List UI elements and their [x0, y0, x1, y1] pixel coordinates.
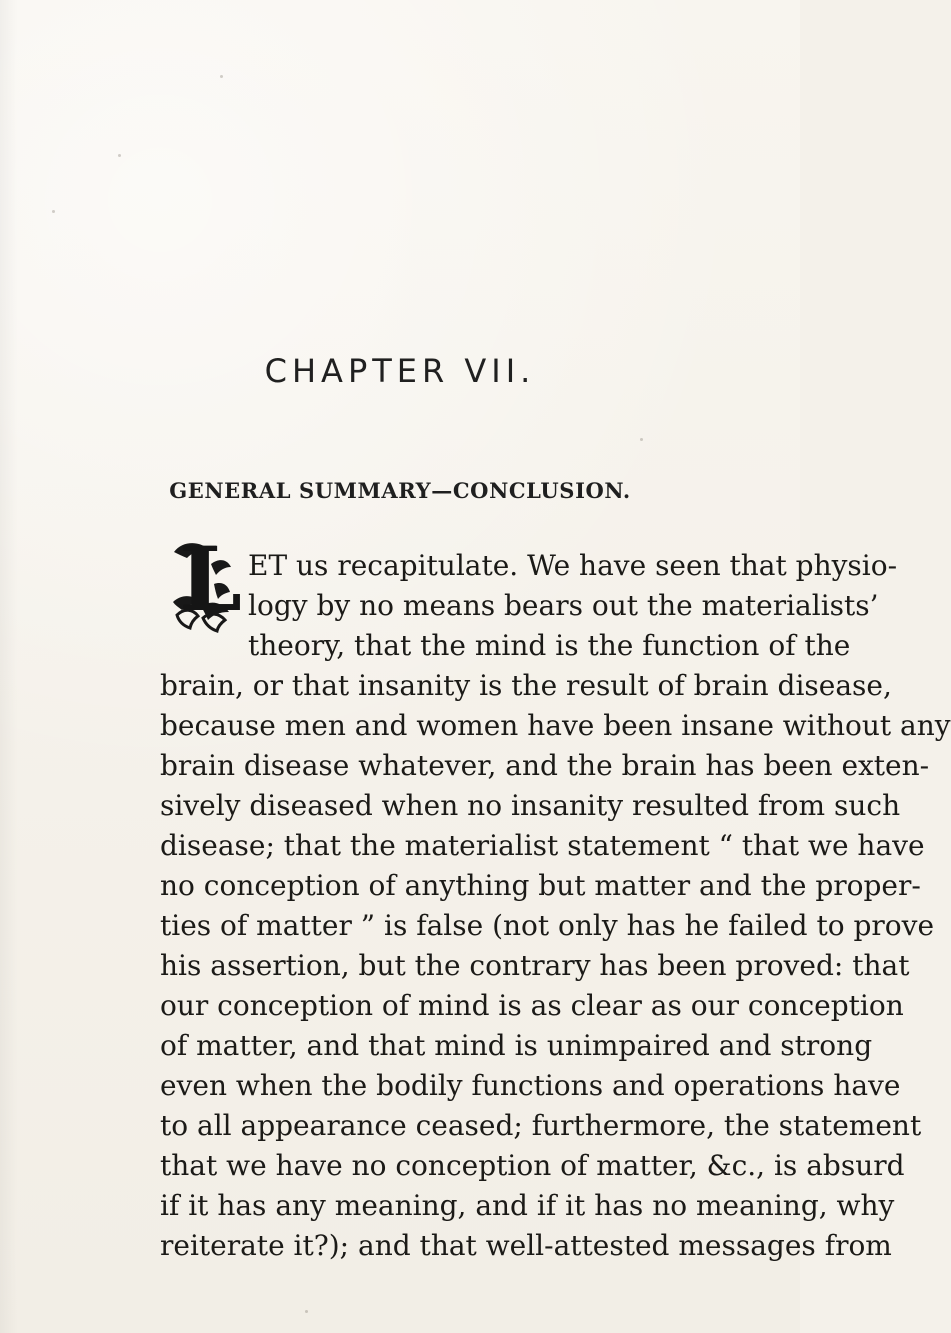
- dropcap-letter: L: [179, 527, 241, 631]
- paper-speck: [52, 210, 55, 213]
- paragraph-line: ET us recapitulate. We have seen that physio-: [248, 549, 898, 582]
- paper-speck: [220, 75, 223, 78]
- paragraph-line: because men and women have been insane without any: [160, 709, 951, 742]
- paragraph-line: even when the bodily functions and operations have: [160, 1069, 901, 1102]
- paragraph-line: ties of matter ” is false (not only has he failed to prove: [160, 909, 935, 942]
- paragraph-line: to all appearance ceased; furthermore, the statement: [160, 1109, 922, 1142]
- paragraph-line: brain disease whatever, and the brain has been exten-: [160, 749, 930, 782]
- paragraph-line: disease; that the materialist statement “ that we have: [160, 829, 925, 862]
- paragraph-line: that we have no conception of matter, &c., is absurd: [160, 1149, 905, 1182]
- paper-speck: [640, 438, 643, 441]
- paragraph-line: no conception of anything but matter and the proper-: [160, 869, 921, 902]
- paragraph-line: logy by no means bears out the materialists’: [248, 589, 879, 622]
- paragraph-line: reiterate it?); and that well-attested messages from: [160, 1229, 892, 1262]
- paper-speck: [118, 154, 121, 157]
- paper-speck: [305, 1310, 308, 1313]
- paragraph-line: theory, that the mind is the function of the: [248, 629, 851, 662]
- paragraph-line: sively diseased when no insanity resulted from such: [160, 789, 901, 822]
- paragraph-line: brain, or that insanity is the result of brain disease,: [160, 669, 892, 702]
- decorative-dropcap: [164, 527, 241, 634]
- paragraph-line: of matter, and that mind is unimpaired and strong: [160, 1029, 873, 1062]
- paragraph-line: if it has any meaning, and if it has no meaning, why: [160, 1189, 895, 1222]
- chapter-title: CHAPTER VII.: [264, 352, 536, 390]
- scan-edge-shadow: [0, 0, 18, 1333]
- paragraph-line: our conception of mind is as clear as our conception: [160, 989, 904, 1022]
- chapter-subtitle: GENERAL SUMMARY—CONCLUSION.: [169, 478, 631, 503]
- paragraph-line: his assertion, but the contrary has been proved: that: [160, 949, 910, 982]
